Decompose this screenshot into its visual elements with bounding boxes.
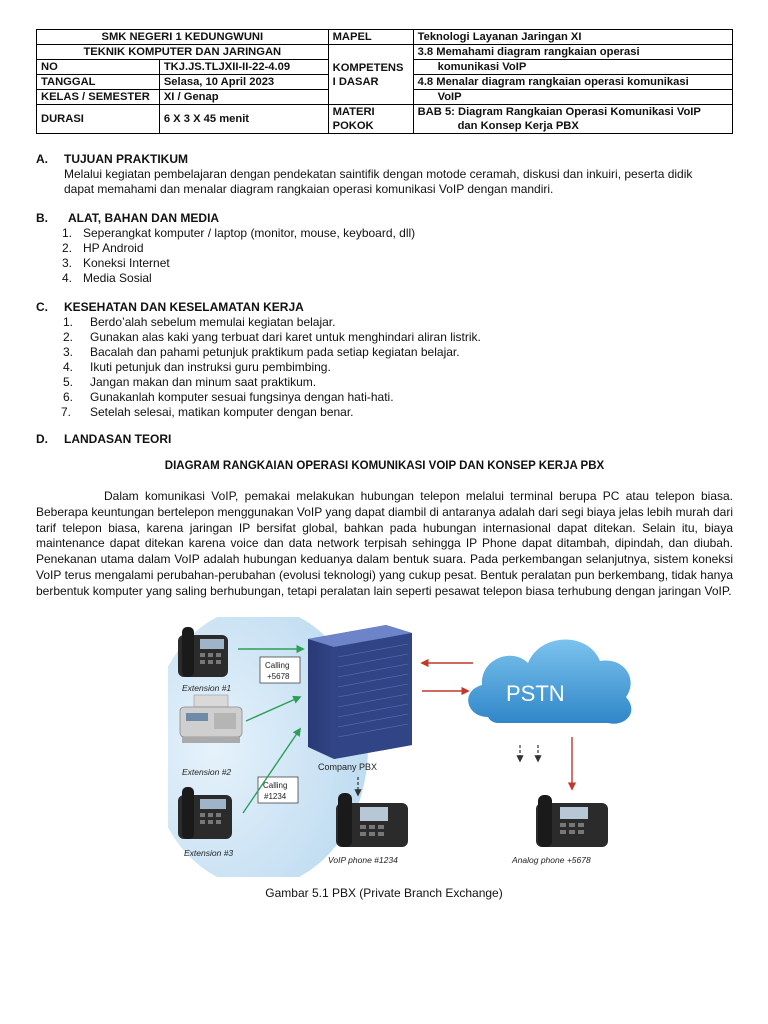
section-c-heading bbox=[36, 300, 736, 315]
theory-paragraph bbox=[36, 489, 733, 600]
list-item: 2. Gunakan alas kaki yang terbuat dari karet untuk menghindari aliran listrik. bbox=[63, 330, 481, 344]
section-b bbox=[36, 211, 736, 286]
list-item: 6. Gunakanlah komputer sesuai fungsinya dengan hati-hati. bbox=[63, 390, 394, 404]
section-c-title: KESEHATAN DAN KESELAMATAN KERJA bbox=[64, 300, 304, 314]
pbx-diagram bbox=[168, 617, 640, 877]
kd-48-line1: 4.8 Menalar diagram rangkaian operasi komunikasi bbox=[413, 75, 732, 90]
materi-value bbox=[413, 105, 732, 134]
materi-label-line1: MATERI bbox=[332, 106, 375, 118]
durasi-value: 6 X 3 X 45 menit bbox=[159, 105, 328, 134]
school-name: SMK NEGERI 1 KEDUNGWUNI bbox=[37, 30, 329, 45]
header-table bbox=[36, 29, 733, 134]
kd-48-line2: VoIP bbox=[413, 90, 732, 105]
section-a-line2: dapat memahami dan menalar diagram rangkaian operasi komunikasi VoIP dengan mandiri. bbox=[64, 182, 554, 196]
durasi-label: DURASI bbox=[37, 105, 160, 134]
analog-phone-icon bbox=[536, 795, 608, 847]
list-item: 1. Seperangkat komputer / laptop (monitor, mouse, keyboard, dll) bbox=[62, 226, 416, 240]
extension-2-label: Extension #2 bbox=[182, 767, 232, 777]
section-d-title: LANDASAN TEORI bbox=[64, 432, 172, 446]
calling-2-line1: Calling bbox=[263, 781, 288, 790]
section-d-heading bbox=[36, 432, 736, 447]
kd-label bbox=[328, 45, 413, 105]
pstn-label: PSTN bbox=[506, 681, 565, 706]
extension-3-label: Extension #3 bbox=[184, 848, 234, 858]
mapel-value: Teknologi Layanan Jaringan XI bbox=[413, 30, 732, 45]
list-item: 5. Jangan makan dan minum saat praktikum. bbox=[63, 375, 317, 389]
theory-title: DIAGRAM RANGKAIAN OPERASI KOMUNIKASI VOIP DAN KONSEP KERJA PBX bbox=[164, 460, 605, 472]
section-a-title: TUJUAN PRAKTIKUM bbox=[64, 152, 188, 166]
kd-label-line1: KOMPETENS bbox=[332, 61, 404, 74]
analog-phone-label: Analog phone +5678 bbox=[512, 855, 591, 865]
section-d bbox=[36, 432, 736, 447]
list-item: 3. Koneksi Internet bbox=[62, 256, 170, 270]
kd-38-line2: komunikasi VoIP bbox=[413, 60, 732, 75]
calling-1-bubble bbox=[260, 657, 300, 683]
extension-1-label: Extension #1 bbox=[182, 683, 232, 693]
tanggal-label: TANGGAL bbox=[37, 75, 160, 90]
calling-1-line2: +5678 bbox=[267, 672, 290, 681]
voip-phone-label: VoIP phone #1234 bbox=[328, 855, 398, 865]
company-pbx-label: Company PBX bbox=[318, 762, 378, 772]
kd-label-line2: I DASAR bbox=[332, 75, 379, 88]
list-item: 2. HP Android bbox=[62, 241, 144, 255]
section-c-list bbox=[36, 315, 736, 420]
section-b-list bbox=[36, 226, 736, 286]
tanggal-value: Selasa, 10 April 2023 bbox=[159, 75, 328, 90]
list-item: 4. Ikuti petunjuk dan instruksi guru pembimbing. bbox=[63, 360, 331, 374]
list-item: 3. Bacalah dan pahami petunjuk praktikum pada setiap kegiatan belajar. bbox=[63, 345, 460, 359]
kd-38-line1: 3.8 Memahami diagram rangkaian operasi bbox=[413, 45, 732, 60]
kelas-label: KELAS / SEMESTER bbox=[37, 90, 160, 105]
calling-2-line2: #1234 bbox=[264, 792, 287, 801]
no-label: NO bbox=[37, 60, 160, 75]
mapel-label: MAPEL bbox=[328, 30, 413, 45]
voip-phone-icon bbox=[336, 793, 408, 847]
section-b-title: ALAT, BAHAN DAN MEDIA bbox=[68, 211, 220, 225]
section-c bbox=[36, 300, 736, 420]
section-a-line1: Melalui kegiatan pembelajaran dengan pendekatan saintifik dengan motode ceramah, diskusi dan inkuiri, peserta didik bbox=[64, 167, 693, 181]
materi-line2: dan Konsep Kerja PBX bbox=[457, 120, 579, 132]
materi-label-line2: POKOK bbox=[332, 120, 374, 132]
calling-1-line1: Calling bbox=[265, 661, 290, 670]
materi-line1: BAB 5: Diagram Rangkaian Operasi Komunikasi VoIP bbox=[417, 106, 701, 118]
theory-paragraph-text: Dalam komunikasi VoIP, pemakai melakukan hubungan telepon melalui terminal berupa PC atau telepon biasa. Beberapa keuntungan bertelepon menggunakan VoIP yang dapat diambil di antaranya adalah dari segi biaya jelas lebih murah dari tarif telepon biasa, karena jaringan IP bersifat global, bahkan pada hubungan internasional dapat ditekan. Selain itu, biaya maintenance dapat ditekan karena voice dan data network terpisah sehingga IP Phone dapat ditambah, dipindah, dan diubah. Penekanan utama dalam VoIP adalah hubungan keduanya dalam bentuk suara. Pada perkembangan selanjutnya, sistem koneksi VoIP terus mengalami perubahan-perubahan (evolusi teknologi) yang cukup pesat. Bentuk peralatan pun berkembang, tidak hanya berbentuk komputer yang saling berhubungan, tetapi peralatan lain seperti pesawat telepon biasa terhubung dengan jaringan VoIP. bbox=[36, 489, 733, 598]
company-pbx-server-icon bbox=[308, 625, 412, 759]
section-a bbox=[36, 152, 736, 197]
section-b-heading bbox=[36, 211, 736, 226]
section-c-letter: C. bbox=[36, 300, 48, 314]
list-item: 1. Berdo’alah sebelum memulai kegiatan belajar. bbox=[63, 315, 336, 329]
program-name: TEKNIK KOMPUTER DAN JARINGAN bbox=[37, 45, 329, 60]
list-item: 7. Setelah selesai, matikan komputer dengan benar. bbox=[61, 405, 354, 419]
list-item: 4. Media Sosial bbox=[62, 271, 152, 285]
section-b-letter: B. bbox=[36, 211, 48, 225]
section-d-letter: D. bbox=[36, 432, 48, 446]
kelas-value: XI / Genap bbox=[159, 90, 328, 105]
materi-label bbox=[328, 105, 413, 134]
no-value: TKJ.JS.TLJXII-II-22-4.09 bbox=[159, 60, 328, 75]
section-a-heading bbox=[36, 152, 736, 167]
figure-caption: Gambar 5.1 PBX (Private Branch Exchange) bbox=[265, 886, 503, 900]
section-a-letter: A. bbox=[36, 152, 48, 166]
